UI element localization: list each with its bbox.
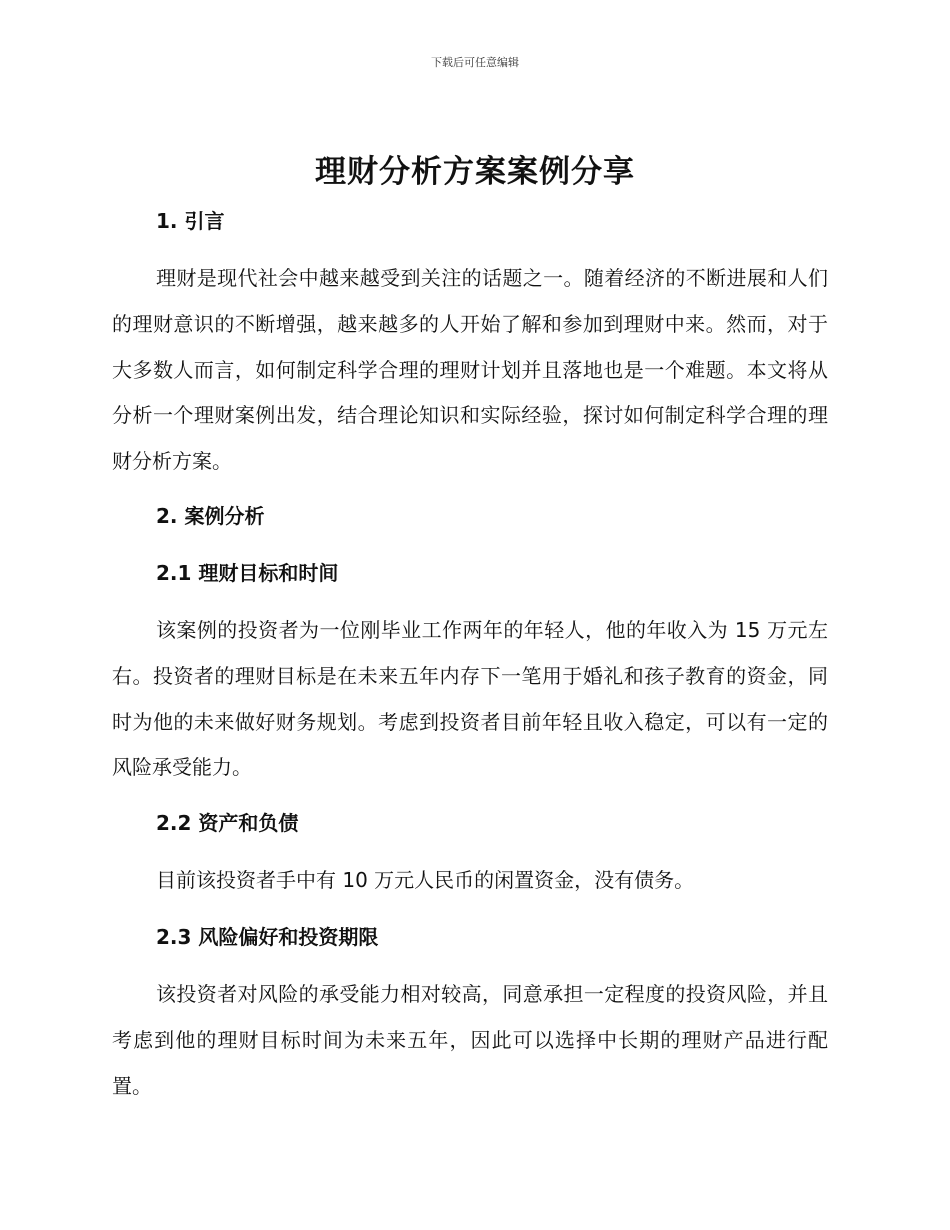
subsection-heading-risk: 2.3 风险偏好和投资期限 [156, 925, 379, 949]
header-note: 下载后可任意编辑 [431, 56, 519, 69]
subsection-heading-goal: 2.1 理财目标和时间 [156, 561, 339, 585]
section-heading-case-analysis: 2. 案例分析 [156, 504, 265, 528]
paragraph-assets: 目前该投资者手中有 10 万元人民币的闲置资金，没有债务。 [156, 868, 695, 892]
document-title: 理财分析方案案例分享 [315, 154, 635, 190]
subsection-heading-assets: 2.2 资产和负债 [156, 811, 299, 835]
paragraph-risk: 该投资者对风险的承受能力相对较高，同意承担一定程度的投资风险，并且考虑到他的理财目标时间为未来五年，因此可以选择中长期的理财产品进行配置。 [112, 982, 828, 1098]
paragraph-goal: 该案例的投资者为一位刚毕业工作两年的年轻人，他的年收入为 15 万元左右。投资者的理财目标是在未来五年内存下一笔用于婚礼和孩子教育的资金，同时为他的未来做好财务规划。考虑到投资者目前年轻且收入稳定，可以有一定的风险承受能力。 [112, 618, 828, 780]
section-heading-intro: 1. 引言 [156, 209, 225, 233]
paragraph-intro: 理财是现代社会中越来越受到关注的话题之一。随着经济的不断进展和人们的理财意识的不断增强，越来越多的人开始了解和参加到理财中来。然而，对于大多数人而言，如何制定科学合理的理财计划并且落地也是一个难题。本文将从分析一个理财案例出发，结合理论知识和实际经验，探讨如何制定科学合理的理财分析方案。 [112, 266, 828, 474]
